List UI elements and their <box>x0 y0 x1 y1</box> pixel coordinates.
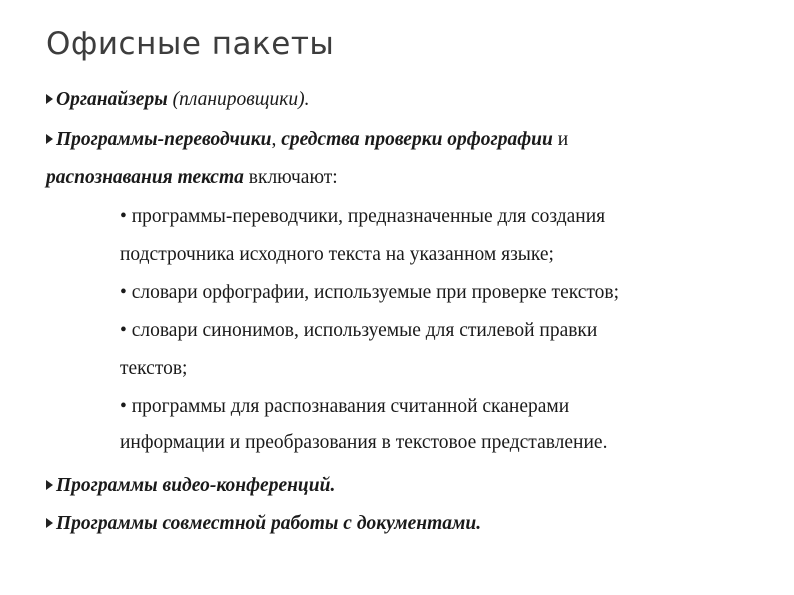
item-emphasis: средства проверки орфографии <box>281 129 553 150</box>
slide-title: Офисные пакеты <box>46 26 335 62</box>
item-rest: включают: <box>243 167 338 188</box>
list-item-video-conferencing <box>46 476 335 496</box>
item-separator: , <box>271 129 282 150</box>
item-lead: Программы видео-конференций. <box>56 475 336 496</box>
sub-item-synonyms-cont: текстов; <box>120 358 188 379</box>
triangle-bullet-icon <box>46 94 53 104</box>
sub-item-translators: • программы-переводчики, предназначенные для создания <box>120 206 606 227</box>
list-item-translators-cont <box>46 168 338 188</box>
item-lead: Программы совместной работы с документами. <box>56 513 482 534</box>
triangle-bullet-icon <box>46 480 53 490</box>
item-lead: Органайзеры <box>56 89 168 110</box>
sub-item-synonyms: • словари синонимов, используемые для стилевой правки <box>120 320 598 341</box>
sub-item-ocr-cont: информации и преобразования в текстовое представление. <box>120 432 608 453</box>
sub-item-ocr: • программы для распознавания считанной сканерами <box>120 396 570 417</box>
sub-item-translators-cont: подстрочника исходного текста на указанном языке; <box>120 244 554 265</box>
sub-item-spelling: • словари орфографии, используемые при проверке текстов; <box>120 282 620 303</box>
item-conjunction: и <box>552 129 569 150</box>
item-rest: (планировщики). <box>167 89 310 110</box>
item-emphasis: распознавания текста <box>46 167 244 188</box>
triangle-bullet-icon <box>46 518 53 528</box>
list-item-organizers <box>46 90 309 110</box>
list-item-translators <box>46 130 568 150</box>
item-lead: Программы-переводчики <box>56 129 272 150</box>
list-item-collaboration <box>46 514 481 534</box>
triangle-bullet-icon <box>46 134 53 144</box>
